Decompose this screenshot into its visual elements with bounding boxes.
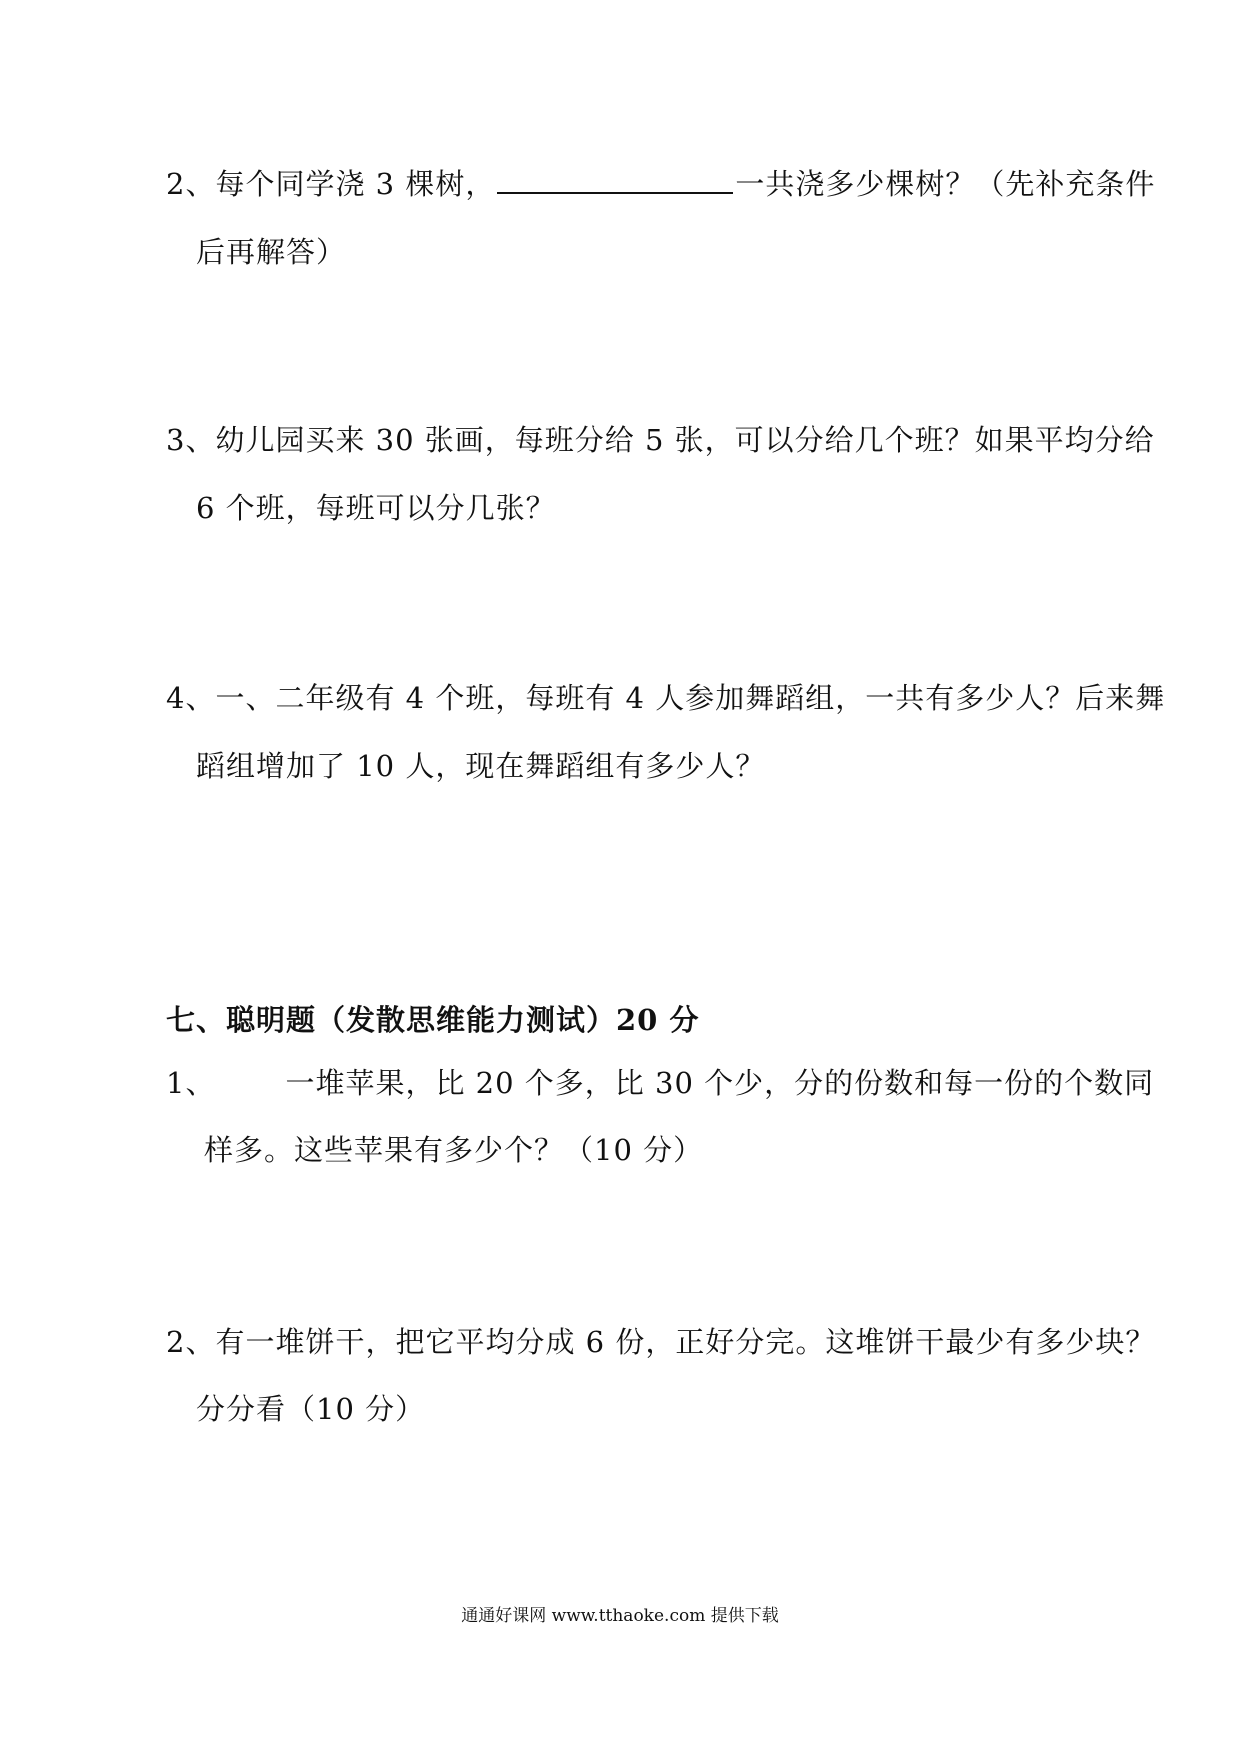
question-3-line-1: 3、幼儿园买来 30 张画，每班分给 5 张，可以分给几个班？如果平均分给	[166, 423, 1155, 457]
question-3-line-2: 6 个班，每班可以分几张？	[196, 491, 556, 525]
question-2-line-2: 后再解答）	[196, 235, 347, 269]
question-2-text-before-blank: 2、每个同学浇 3 棵树，	[166, 167, 496, 201]
question-4-line-1: 4、一、二年级有 4 个班，每班有 4 人参加舞蹈组，一共有多少人？后来舞	[166, 681, 1166, 715]
question-2-text-after-blank: 一共浇多少棵树？（先补充条件	[735, 167, 1156, 201]
section-7-title: 七、聪明题（发散思维能力测试）20 分	[166, 1003, 700, 1037]
section-7-question-2-line-2: 分分看（10 分）	[196, 1392, 426, 1426]
question-2-line-1	[166, 162, 1155, 204]
answer-blank[interactable]	[497, 162, 733, 194]
footer-download-note: 通通好课网 www.tthaoke.com 提供下载	[461, 1606, 779, 1626]
section-7-question-1-number: 1、	[166, 1066, 216, 1100]
section-7-question-1-line-2: 样多。这些苹果有多少个？（10 分）	[204, 1133, 704, 1167]
question-4-line-2: 蹈组增加了 10 人，现在舞蹈组有多少人？	[196, 749, 766, 783]
section-7-question-2-line-1: 2、有一堆饼干，把它平均分成 6 份，正好分完。这堆饼干最少有多少块？	[166, 1325, 1156, 1359]
section-7-question-1-line-1	[166, 1063, 1154, 1103]
section-7-question-1-text: 一堆苹果，比 20 个多，比 30 个少，分的份数和每一份的个数同	[285, 1066, 1155, 1100]
